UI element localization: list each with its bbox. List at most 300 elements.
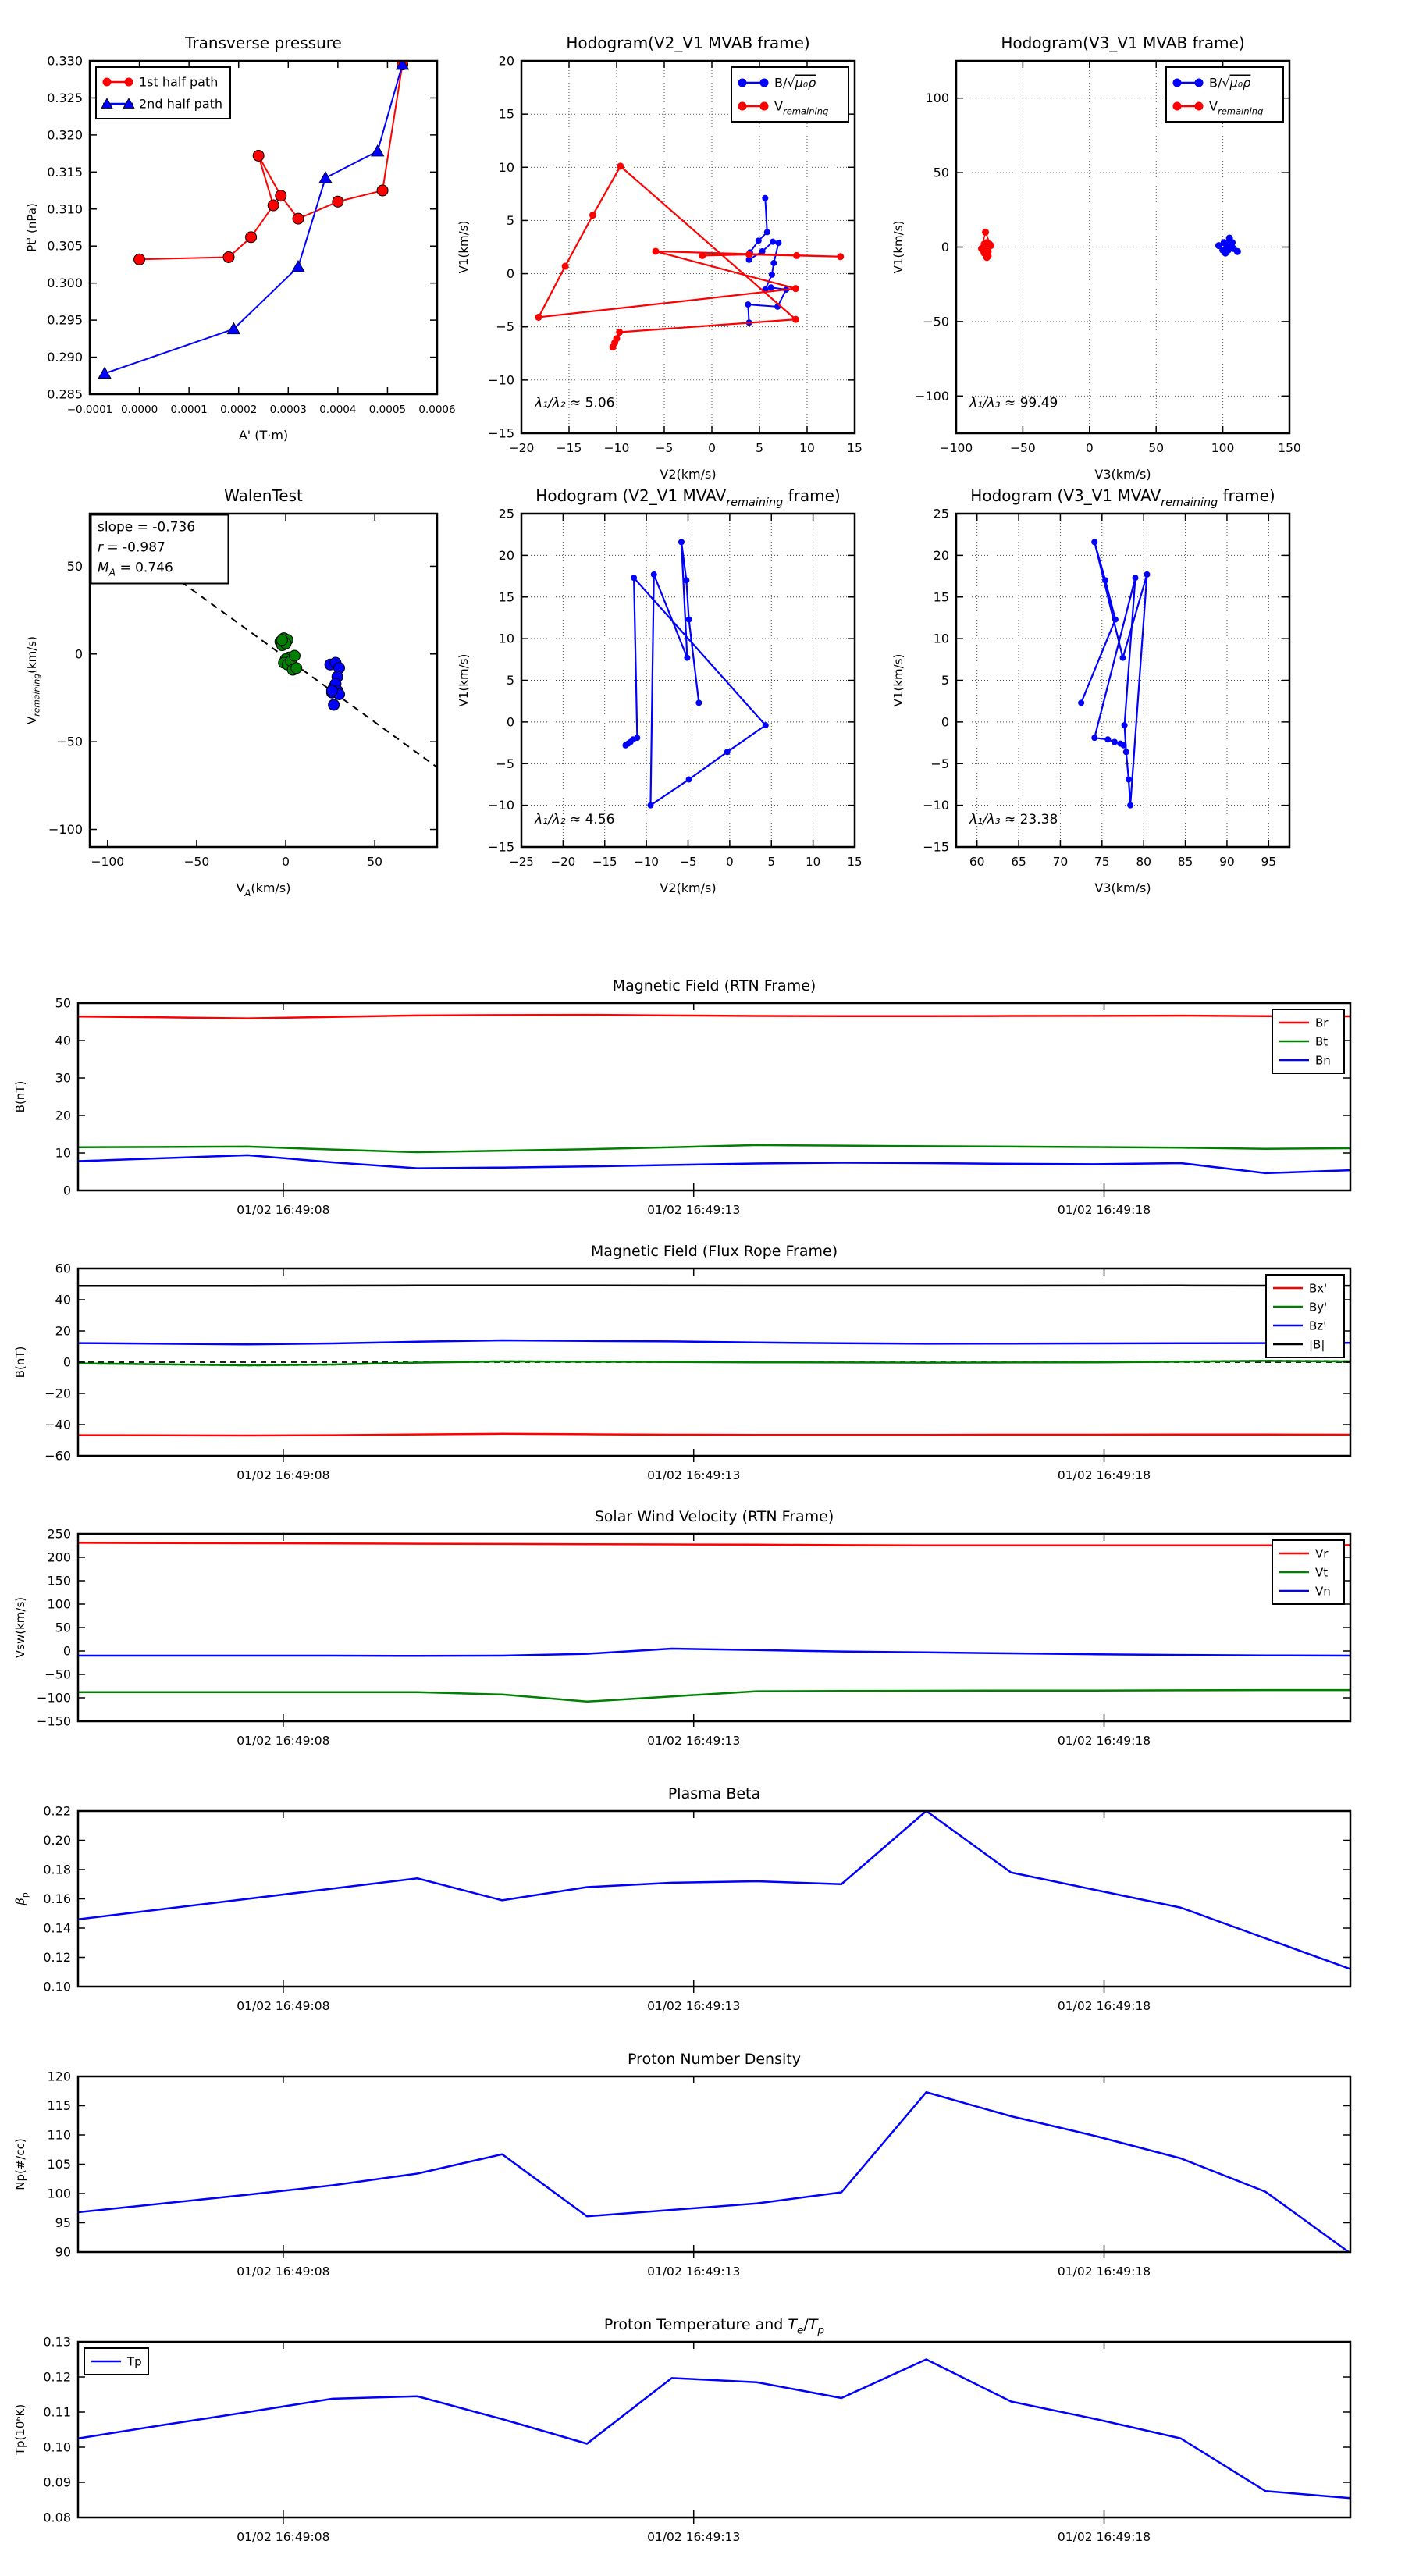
y-axis-label: Tp(10⁶K) xyxy=(13,2403,27,2456)
panel-title: WalenTest xyxy=(224,486,303,505)
series-group xyxy=(78,1811,1350,1969)
legend-label: Bt xyxy=(1315,1034,1329,1049)
series-marker-B-alfven xyxy=(762,195,768,201)
x-tick-label: 01/02 16:49:18 xyxy=(1057,1734,1151,1748)
legend-marker xyxy=(760,102,769,111)
y-axis-label: V1(km/s) xyxy=(457,653,471,707)
series-line-Vt xyxy=(78,1690,1350,1702)
legend-label: Vt xyxy=(1315,1565,1329,1580)
series-line-By' xyxy=(78,1361,1350,1365)
panel-magnetic-field-rtn xyxy=(4,964,1385,1253)
x-axis-label: A' (T·m) xyxy=(238,428,289,443)
x-axis-label: V3(km/s) xyxy=(1094,881,1151,895)
y-tick-label: 30 xyxy=(55,1070,71,1086)
series-marker-B-alfven xyxy=(1221,239,1228,246)
x-tick-label: 0.0002 xyxy=(220,404,258,416)
x-tick-label: 01/02 16:49:18 xyxy=(1057,2530,1151,2544)
x-tick-label: 5 xyxy=(756,441,763,455)
y-tick-label: 20 xyxy=(933,547,949,563)
y-tick-label: 5 xyxy=(506,212,514,228)
x-tick-label: 0 xyxy=(282,855,290,869)
x-tick-label: 01/02 16:49:13 xyxy=(647,1203,741,1217)
series-marker-1st half path xyxy=(276,190,286,201)
series-marker-V-remaining xyxy=(589,212,596,219)
series-marker-velocity-path xyxy=(1117,741,1123,747)
x-tick-label: −50 xyxy=(183,855,210,869)
panel-title: Plasma Beta xyxy=(667,1785,761,1802)
y-tick-label: 40 xyxy=(55,1033,71,1048)
y-tick-label: 120 xyxy=(47,2069,71,2084)
y-axis-label: B(nT) xyxy=(13,1346,27,1379)
y-tick-label: −60 xyxy=(44,1448,71,1464)
series-marker-B-alfven xyxy=(769,272,775,278)
y-tick-label: 100 xyxy=(925,91,949,106)
axes-box xyxy=(78,1811,1350,1987)
legend-label: By' xyxy=(1309,1300,1328,1315)
y-tick-label: 200 xyxy=(47,1550,71,1565)
series-marker-velocity-path xyxy=(684,655,690,661)
legend-label: B/√μ₀ρ xyxy=(774,75,816,91)
series-marker-V-remaining xyxy=(982,229,989,236)
x-tick-label: −5 xyxy=(679,855,697,869)
y-tick-label: 90 xyxy=(55,2244,71,2260)
legend-marker xyxy=(1173,102,1182,111)
series-marker-V-remaining xyxy=(610,343,617,350)
y-tick-label: 0 xyxy=(506,714,514,730)
series-marker-1st half path xyxy=(268,200,279,211)
y-tick-label: −50 xyxy=(44,1667,71,1682)
y-tick-label: 15 xyxy=(933,589,949,605)
y-tick-label: 100 xyxy=(47,1596,71,1612)
y-tick-label: 0.325 xyxy=(47,90,83,105)
series-marker-2nd half path xyxy=(319,172,332,183)
x-tick-label: −15 xyxy=(592,855,617,869)
y-tick-label: 0.315 xyxy=(47,164,83,180)
x-tick-label: −5 xyxy=(655,441,674,455)
legend-marker xyxy=(103,78,112,87)
x-tick-label: 70 xyxy=(1052,855,1069,869)
panel-title: Magnetic Field (RTN Frame) xyxy=(612,977,816,994)
series-marker-mid-cluster xyxy=(289,650,300,661)
stats-line: slope = -0.736 xyxy=(98,519,196,535)
panel-plasma-beta xyxy=(4,1772,1385,2049)
series-marker-velocity-path xyxy=(686,617,692,623)
series-line-Vn xyxy=(78,1649,1350,1656)
legend-marker xyxy=(1173,79,1182,87)
series-marker-V-remaining xyxy=(616,329,623,336)
y-tick-label: 5 xyxy=(506,673,514,688)
y-tick-label: 10 xyxy=(933,631,949,646)
x-axis-label: V3(km/s) xyxy=(1094,467,1151,482)
y-tick-label: 250 xyxy=(47,1526,71,1542)
legend-marker xyxy=(760,79,769,87)
y-tick-label: −15 xyxy=(488,839,514,855)
series-marker-B-alfven xyxy=(768,284,774,290)
y-tick-label: 25 xyxy=(498,506,514,521)
series-marker-V-remaining xyxy=(535,314,542,321)
annotation-text: λ₁/λ₂ ≈ 5.06 xyxy=(535,395,615,411)
y-tick-label: −5 xyxy=(496,319,514,335)
series-marker-V-remaining xyxy=(792,316,799,323)
series-marker-velocity-path xyxy=(763,722,769,728)
y-tick-label: 40 xyxy=(55,1292,71,1308)
series-marker-B-alfven xyxy=(1225,247,1232,254)
y-tick-label: 115 xyxy=(47,2098,71,2113)
y-tick-label: 0 xyxy=(74,646,83,662)
y-tick-label: 0.320 xyxy=(47,127,83,143)
series-marker-velocity-path xyxy=(686,777,692,783)
series-marker-end-cluster xyxy=(329,699,340,710)
y-tick-label: 0.305 xyxy=(47,238,83,254)
series-marker-velocity-path xyxy=(1104,736,1111,742)
y-tick-label: 0.330 xyxy=(47,53,83,69)
series-marker-velocity-path xyxy=(1123,749,1129,755)
series-marker-B-alfven xyxy=(756,237,762,244)
y-tick-label: −5 xyxy=(930,756,949,771)
legend-label: Vn xyxy=(1315,1584,1331,1599)
series-marker-V-remaining xyxy=(653,247,660,254)
y-tick-label: 0.14 xyxy=(43,1920,71,1936)
x-tick-label: 01/02 16:49:18 xyxy=(1057,1203,1151,1217)
y-axis-label: Np(#/cc) xyxy=(13,2138,27,2190)
y-tick-label: 60 xyxy=(55,1261,71,1276)
legend-label: Tp xyxy=(127,2354,142,2369)
legend-label: Bn xyxy=(1315,1053,1331,1068)
x-tick-label: 50 xyxy=(1148,441,1165,455)
panel-hodogram-v2v1-mvav xyxy=(447,475,890,909)
y-tick-label: −10 xyxy=(488,372,514,388)
series-marker-B-alfven xyxy=(764,229,770,235)
series-line-Bn xyxy=(78,1155,1350,1173)
series-marker-2nd half path xyxy=(292,261,304,272)
y-tick-label: 95 xyxy=(55,2215,71,2230)
series-group xyxy=(1078,539,1150,808)
x-tick-label: 01/02 16:49:13 xyxy=(647,1468,741,1482)
series-marker-velocity-path xyxy=(678,539,685,545)
y-tick-label: 0 xyxy=(62,1643,71,1659)
series-marker-1st half path xyxy=(223,251,234,262)
series-marker-V-remaining xyxy=(699,252,706,259)
series-marker-V-remaining xyxy=(562,263,569,270)
x-tick-label: 01/02 16:49:08 xyxy=(237,1468,330,1482)
y-axis-label: $\beta_p$ xyxy=(13,1892,30,1905)
x-tick-label: −50 xyxy=(1010,441,1036,455)
panel-proton-number-density xyxy=(4,2037,1385,2314)
x-tick-label: 01/02 16:49:08 xyxy=(237,1734,330,1748)
y-tick-label: 20 xyxy=(498,547,514,563)
y-tick-label: −100 xyxy=(48,822,83,838)
series-line-Bt xyxy=(78,1145,1350,1152)
y-tick-label: −150 xyxy=(37,1713,71,1729)
y-tick-label: −50 xyxy=(923,314,949,329)
legend-label: Bx' xyxy=(1309,1281,1328,1296)
legend-label: Br xyxy=(1315,1016,1329,1030)
series-marker-velocity-path xyxy=(634,735,640,741)
series-group xyxy=(78,1015,1350,1173)
series-marker-B-alfven xyxy=(775,240,781,246)
y-tick-label: 15 xyxy=(498,589,514,605)
y-tick-label: 0.20 xyxy=(43,1833,71,1848)
series-marker-velocity-path xyxy=(631,575,637,581)
panel-title: Hodogram (V2_V1 $MVAV_{remaining}$ frame) xyxy=(535,486,841,509)
series-line-Np xyxy=(78,2092,1350,2253)
series-line-B-alfven xyxy=(748,198,786,322)
x-tick-label: 01/02 16:49:18 xyxy=(1057,2265,1151,2279)
x-tick-label: 10 xyxy=(806,855,821,869)
y-axis-label: $V_{remaining}(km/s)$ xyxy=(25,636,42,724)
x-tick-label: 15 xyxy=(847,855,863,869)
legend-marker xyxy=(1195,79,1204,87)
y-tick-label: 20 xyxy=(55,1108,71,1123)
series-group xyxy=(78,2360,1350,2499)
series-marker-mid-cluster xyxy=(276,635,287,646)
x-tick-label: 60 xyxy=(969,855,985,869)
y-tick-label: 50 xyxy=(55,995,71,1011)
x-tick-label: 0 xyxy=(726,855,734,869)
x-tick-label: 0 xyxy=(1085,441,1094,455)
x-tick-label: 01/02 16:49:18 xyxy=(1057,1999,1151,2013)
series-marker-velocity-path xyxy=(1120,655,1126,661)
x-tick-label: −10 xyxy=(603,441,630,455)
panel-transverse-pressure xyxy=(16,22,472,457)
x-tick-label: 01/02 16:49:08 xyxy=(237,2530,330,2544)
x-tick-label: 0.0004 xyxy=(319,404,357,416)
series-line-beta xyxy=(78,1811,1350,1969)
x-tick-label: 50 xyxy=(367,855,382,869)
series-marker-velocity-path xyxy=(1144,571,1150,578)
y-tick-label: −100 xyxy=(37,1690,71,1706)
series-marker-B-alfven xyxy=(745,301,751,308)
y-tick-label: −50 xyxy=(56,734,83,749)
series-line-Tp xyxy=(78,2360,1350,2499)
series-marker-velocity-path xyxy=(695,699,702,706)
legend-label: |B| xyxy=(1309,1337,1325,1352)
x-tick-label: 0.0000 xyxy=(120,404,158,416)
y-tick-label: 20 xyxy=(498,53,514,69)
y-tick-label: 105 xyxy=(47,2157,71,2172)
series-marker-V-remaining xyxy=(617,162,624,169)
series-marker-B-alfven xyxy=(1234,248,1241,255)
annotation-text: λ₁/λ₃ ≈ 99.49 xyxy=(969,395,1058,411)
series-line-Bz' xyxy=(78,1340,1350,1344)
series-marker-V-remaining xyxy=(792,285,799,292)
series-marker-velocity-path xyxy=(1091,735,1097,741)
series-marker-V-remaining xyxy=(837,253,844,260)
y-tick-label: 0.300 xyxy=(47,276,83,291)
x-tick-label: −20 xyxy=(550,855,576,869)
x-tick-label: 75 xyxy=(1094,855,1110,869)
y-tick-label: 0 xyxy=(941,714,949,730)
series-marker-V-remaining xyxy=(984,254,991,261)
x-tick-label: 80 xyxy=(1136,855,1152,869)
series-marker-velocity-path xyxy=(1127,802,1133,809)
series-marker-2nd half path xyxy=(372,145,384,156)
x-tick-label: 01/02 16:49:08 xyxy=(237,2265,330,2279)
series-marker-1st half path xyxy=(246,232,257,243)
panel-solar-wind-velocity xyxy=(4,1495,1385,1784)
legend-label: B/√μ₀ρ xyxy=(1209,75,1251,91)
series-marker-velocity-path xyxy=(1078,699,1084,706)
legend-marker xyxy=(738,102,747,111)
y-tick-label: 50 xyxy=(933,165,949,180)
x-tick-label: −10 xyxy=(634,855,659,869)
series-marker-velocity-path xyxy=(1102,577,1108,583)
y-tick-label: 50 xyxy=(55,1620,71,1635)
y-tick-label: −5 xyxy=(496,756,514,771)
panel-hodogram-v3v1-mvav xyxy=(882,475,1325,909)
y-axis-label: V1(km/s) xyxy=(891,220,905,274)
series-marker-mid-cluster xyxy=(291,663,302,674)
series-marker-velocity-path xyxy=(651,571,657,578)
y-tick-label: 0 xyxy=(506,266,514,282)
y-tick-label: 0.290 xyxy=(47,350,83,365)
panel-title: Proton Number Density xyxy=(628,2051,801,2068)
stats-line: $M_A = 0.746$ xyxy=(98,560,173,578)
y-tick-label: −100 xyxy=(915,388,949,404)
x-tick-label: −15 xyxy=(556,441,582,455)
series-line-Vr xyxy=(78,1542,1350,1545)
x-tick-label: 01/02 16:49:13 xyxy=(647,2265,741,2279)
y-axis-label: B(nT) xyxy=(13,1080,27,1113)
x-tick-label: −0.0001 xyxy=(66,404,113,416)
legend-label: Vr xyxy=(1315,1546,1329,1561)
axes-box xyxy=(78,2076,1350,2252)
panel-title: Transverse pressure xyxy=(185,34,342,52)
series-marker-velocity-path xyxy=(1112,617,1119,623)
series-marker-end-cluster xyxy=(326,685,337,696)
y-tick-label: 0.310 xyxy=(47,201,83,217)
y-tick-label: −20 xyxy=(44,1386,71,1401)
series-marker-1st half path xyxy=(253,150,264,161)
series-marker-velocity-path xyxy=(1133,575,1139,581)
x-tick-label: 5 xyxy=(767,855,776,869)
y-tick-label: 5 xyxy=(941,673,949,688)
series-line-velocity-path xyxy=(1081,542,1147,805)
x-tick-label: 01/02 16:49:13 xyxy=(647,1999,741,2013)
y-tick-label: −10 xyxy=(488,798,514,813)
series-group xyxy=(622,539,768,808)
x-tick-label: 0.0003 xyxy=(269,404,307,416)
series-marker-V-remaining xyxy=(793,252,800,259)
series-marker-B-alfven xyxy=(770,239,776,245)
x-tick-label: 0 xyxy=(708,441,716,455)
panel-title: Hodogram (V3_V1 $MVAV_{remaining}$ frame) xyxy=(970,486,1275,509)
x-tick-label: 0.0005 xyxy=(368,404,407,416)
y-tick-label: 15 xyxy=(498,106,514,122)
x-tick-label: 90 xyxy=(1219,855,1235,869)
series-marker-velocity-path xyxy=(1122,722,1128,728)
x-tick-label: 0.0001 xyxy=(170,404,208,416)
y-tick-label: 10 xyxy=(55,1145,71,1161)
series-marker-B-alfven xyxy=(770,260,777,266)
axes-box xyxy=(78,1003,1350,1190)
x-tick-label: 150 xyxy=(1278,441,1301,455)
y-tick-label: −10 xyxy=(923,798,949,813)
series-marker-V-remaining xyxy=(745,251,752,258)
x-tick-label: 10 xyxy=(799,441,815,455)
x-tick-label: 01/02 16:49:13 xyxy=(647,1734,741,1748)
panel-hodogram-v3v1-mvab xyxy=(882,22,1325,496)
y-tick-label: 100 xyxy=(47,2186,71,2201)
y-tick-label: 0 xyxy=(62,1354,71,1370)
panel-title: Hodogram(V3_V1 MVAB frame) xyxy=(1001,34,1245,52)
series-group xyxy=(78,1286,1350,1436)
series-marker-1st half path xyxy=(134,254,145,265)
y-tick-label: 150 xyxy=(47,1573,71,1589)
axes-box xyxy=(78,2342,1350,2517)
x-tick-label: 15 xyxy=(847,441,863,455)
x-tick-label: −100 xyxy=(91,855,125,869)
legend-marker xyxy=(738,79,747,87)
x-tick-label: 65 xyxy=(1011,855,1026,869)
y-tick-label: 50 xyxy=(66,558,83,574)
y-tick-label: 0.13 xyxy=(43,2334,71,2350)
x-tick-label: 01/02 16:49:13 xyxy=(647,2530,741,2544)
y-tick-label: 0 xyxy=(941,240,949,254)
stats-line: r = -0.987 xyxy=(98,539,165,556)
panel-hodogram-v2v1-mvab xyxy=(447,22,890,496)
series-group xyxy=(535,162,844,350)
y-tick-label: 0.18 xyxy=(43,1862,71,1877)
x-tick-label: 95 xyxy=(1261,855,1277,869)
legend-label: 2nd half path xyxy=(139,96,223,112)
series-marker-1st half path xyxy=(377,185,388,196)
x-tick-label: 01/02 16:49:08 xyxy=(237,1203,330,1217)
series-marker-velocity-path xyxy=(724,749,731,755)
panel-title: Hodogram(V2_V1 MVAB frame) xyxy=(566,34,810,52)
y-tick-label: −15 xyxy=(488,425,514,441)
y-tick-label: 0.10 xyxy=(43,2439,71,2455)
legend-marker xyxy=(1195,102,1204,111)
legend-label: 1st half path xyxy=(139,74,219,90)
y-tick-label: 0.285 xyxy=(47,386,83,402)
y-tick-label: 0.16 xyxy=(43,1891,71,1906)
y-tick-label: 20 xyxy=(55,1323,71,1339)
x-axis-label: $V_A(km/s)$ xyxy=(236,881,291,898)
series-marker-V-remaining xyxy=(984,248,991,255)
series-line-Bx' xyxy=(78,1434,1350,1436)
series-group xyxy=(978,229,1241,261)
annotation-text: λ₁/λ₂ ≈ 4.56 xyxy=(535,812,615,828)
y-tick-label: 25 xyxy=(933,506,949,521)
y-tick-label: 0.12 xyxy=(43,2369,71,2385)
y-tick-label: 110 xyxy=(47,2127,71,2143)
x-axis-label: V2(km/s) xyxy=(660,881,717,895)
series-marker-V-remaining xyxy=(980,240,987,247)
panel-proton-temperature xyxy=(4,2303,1385,2576)
x-tick-label: −100 xyxy=(939,441,973,455)
series-group xyxy=(78,2092,1350,2253)
series-marker-velocity-path xyxy=(647,802,653,809)
y-tick-label: 0.22 xyxy=(43,1803,71,1819)
series-marker-velocity-path xyxy=(1126,777,1132,783)
x-tick-label: −20 xyxy=(508,441,535,455)
annotation-text: λ₁/λ₃ ≈ 23.38 xyxy=(969,812,1058,828)
y-tick-label: −15 xyxy=(923,839,949,855)
y-tick-label: 0.295 xyxy=(47,312,83,328)
y-axis-label: V1(km/s) xyxy=(457,220,471,274)
series-marker-velocity-path xyxy=(1091,539,1097,545)
y-tick-label: 0.09 xyxy=(43,2475,71,2490)
x-axis-label: V2(km/s) xyxy=(660,467,717,482)
series-marker-1st half path xyxy=(333,196,343,207)
x-tick-label: 100 xyxy=(1211,441,1235,455)
y-tick-label: 0.08 xyxy=(43,2510,71,2525)
y-tick-label: 10 xyxy=(498,631,514,646)
legend-label: Bz' xyxy=(1309,1318,1327,1333)
series-marker-velocity-path xyxy=(683,577,689,583)
y-tick-label: 0.12 xyxy=(43,1950,71,1965)
